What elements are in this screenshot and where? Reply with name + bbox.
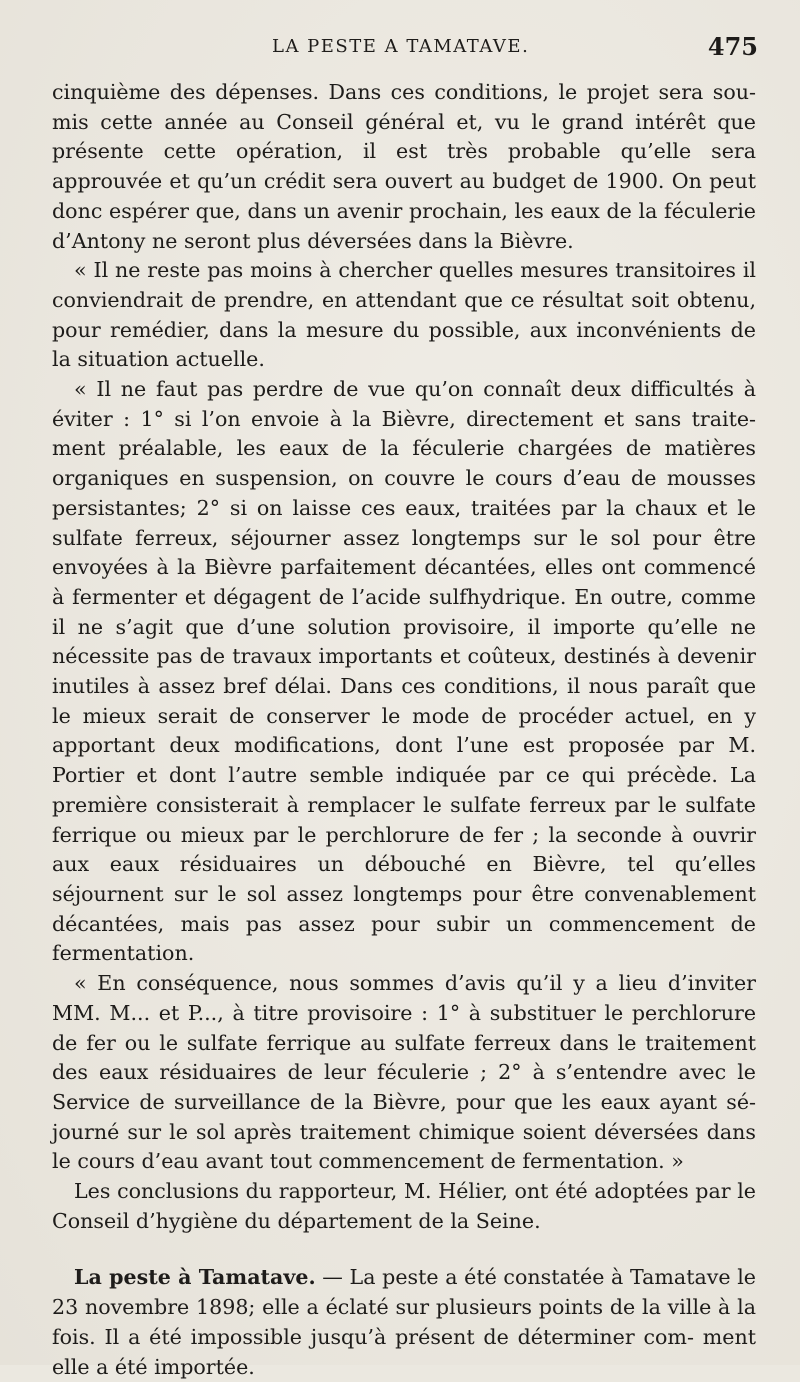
page-number: 475 bbox=[707, 32, 758, 61]
page-body bbox=[52, 78, 756, 1382]
paragraph-transitional-measures: « Il ne reste pas moins à chercher quelles mesures transitoires il conviendrait de prendre, en attendant que ce résultat soit obtenu, pour remédier, dans la mesure du possible, aux inconvénients de la situation actuelle. bbox=[52, 258, 756, 372]
section-text: — La peste a été constatée à Tamatave le 23 novembre 1898; elle a éclaté sur plusieurs points de la ville à la fois. Il a été impossible jusqu’à présent de déterminer com- ment elle a été importée. bbox=[52, 1265, 756, 1379]
paragraph-continuation: cinquième des dépenses. Dans ces conditions, le projet sera sou- mis cette année au Conseil général et, vu le grand intérêt que présente cette opération, il est très probable qu’elle sera approuvée et qu’un crédit sera ouvert au budget de 1900. On peut donc espérer que, dans un avenir prochain, les eaux de la féculerie d’Antony ne seront plus déversées dans la Bièvre. bbox=[52, 80, 756, 253]
paragraph-conclusion-quote: « En conséquence, nous sommes d’avis qu’il y a lieu d’inviter MM. M... et P..., à titre provisoire : 1° à substituer le perchlorure de fer ou le sulfate ferrique au sulfate ferreux dans le traitement des eaux résiduaires de leur féculerie ; 2° à s’entendre avec le Service de surveillance de la Bièvre, pour que les eaux ayant sé- journé sur le sol après traitement chimique soient déversées dans le cours d’eau avant tout commencement de fermentation. » bbox=[52, 971, 756, 1174]
section-heading: La peste à Tamatave. bbox=[74, 1265, 316, 1290]
page-header bbox=[52, 30, 758, 70]
paragraph-difficulties: « Il ne faut pas perdre de vue qu’on connaît deux difficultés à éviter : 1° si l’on envoie à la Bièvre, directement et sans traite- ment préalable, les eaux de la féculerie chargées de matières organiques en suspension, on couvre le cours d’eau de mousses persistantes; 2° si on laisse ces eaux, traitées par la chaux et le sulfate ferreux, séjourner assez longtemps sur le sol pour être envoyées à la Bièvre parfaitement décantées, elles ont commencé à fermenter et dégagent de l’acide sulfhydrique. En outre, comme il ne s’agit que d’une solution provisoire, il importe qu’elle ne nécessite pas de travaux importants et coûteux, destinés à devenir inutiles à assez bref délai. Dans ces conditions, il nous paraît que le mieux serait de conserver le mode de procéder actuel, en y apportant deux modifications, dont l’une est proposée par M. Portier et dont l’autre semble indiquée par ce qui précède. La première consisterait à remplacer le sulfate ferreux par le sulfate ferrique ou mieux par le perchlorure de fer ; la seconde à ouvrir aux eaux résiduaires un débouché en Bièvre, tel qu’elles séjournent sur le sol assez longtemps pour être convenablement décantées, mais pas assez pour subir un commencement de fermentation. bbox=[52, 377, 756, 966]
section-paragraph bbox=[52, 1263, 756, 1382]
paragraph-adoption: Les conclusions du rapporteur, M. Hélier, ont été adoptées par le Conseil d’hygiène du département de la Seine. bbox=[52, 1179, 756, 1233]
running-title: LA PESTE A TAMATAVE. bbox=[272, 36, 530, 57]
